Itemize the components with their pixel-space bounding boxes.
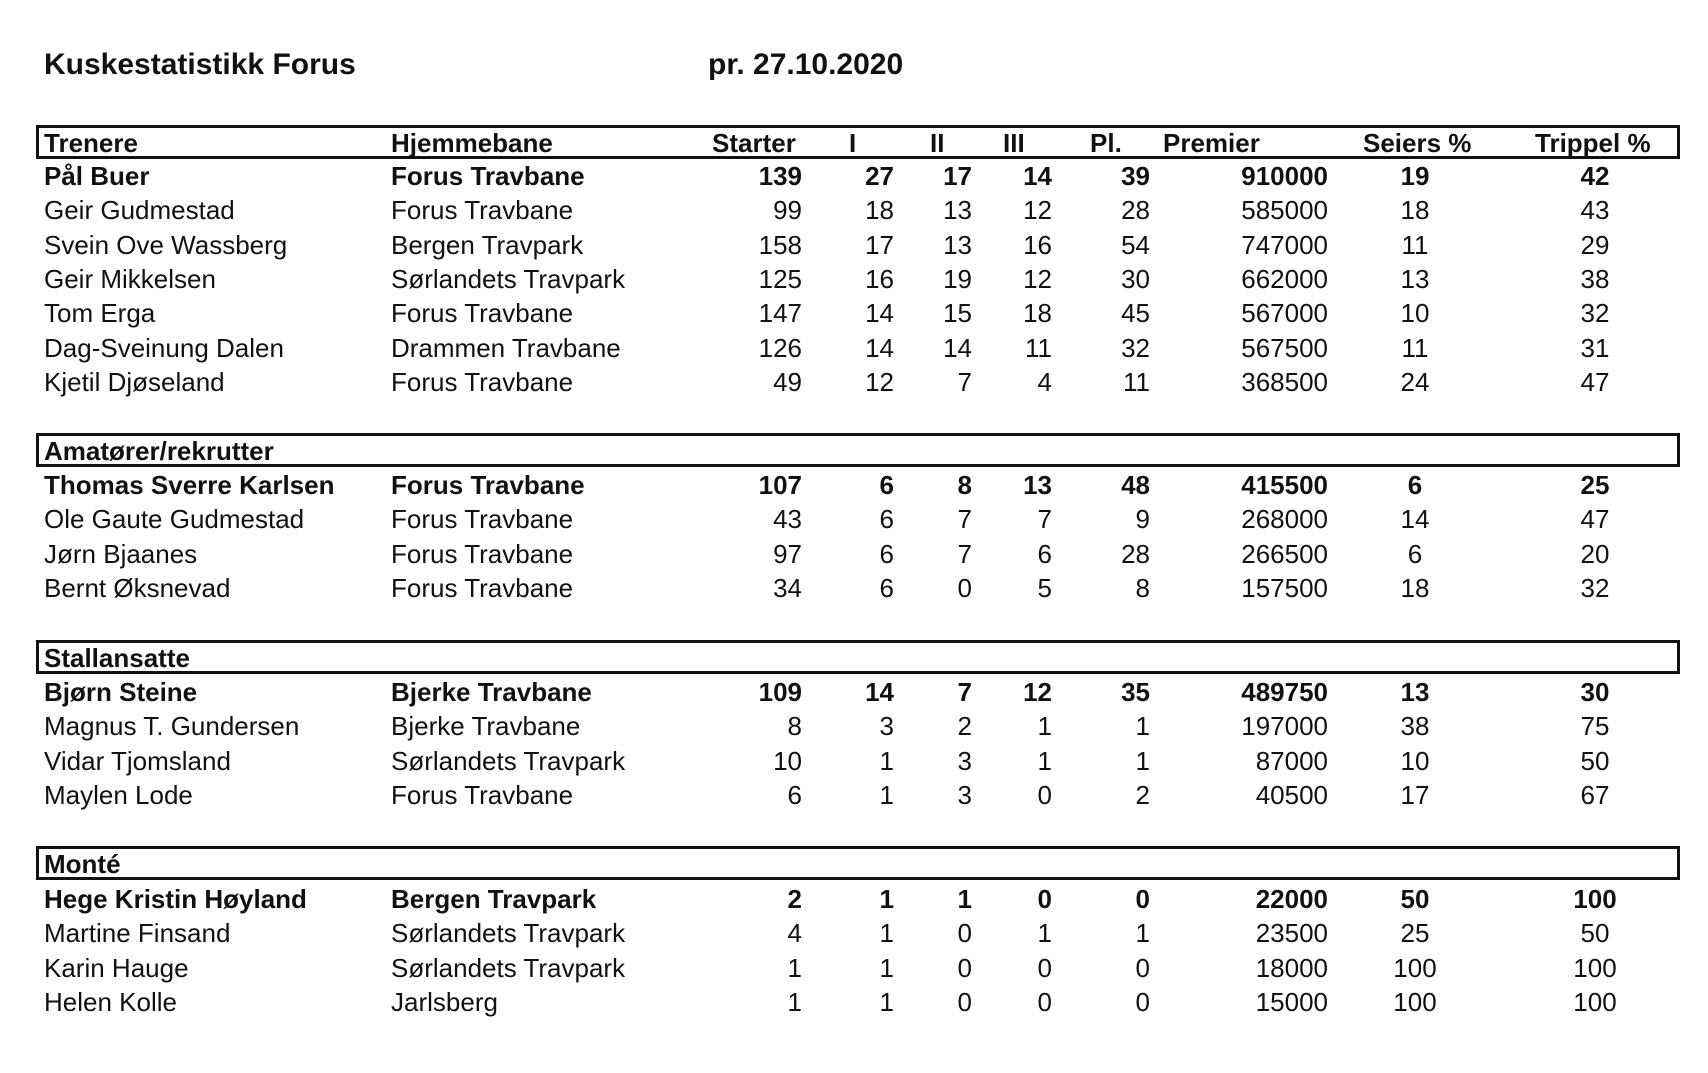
- home-track: Forus Travbane: [391, 161, 585, 191]
- table-row: [0, 778, 1708, 812]
- cell-third: 1: [1037, 746, 1052, 776]
- cell-third: 12: [1023, 264, 1052, 294]
- cell-first: 1: [879, 918, 894, 948]
- cell-win-pct: 10: [1400, 298, 1430, 328]
- cell-prize: 585000: [1241, 195, 1328, 225]
- cell-second: 0: [957, 953, 972, 983]
- table-row: [0, 262, 1708, 296]
- column-header-third: III: [1003, 128, 1025, 158]
- cell-second: 2: [957, 711, 972, 741]
- section-label: Stallansatte: [44, 643, 190, 673]
- home-track: Forus Travbane: [391, 504, 574, 534]
- cell-triple-pct: 32: [1580, 573, 1610, 603]
- cell-placed: 0: [1135, 953, 1150, 983]
- cell-triple-pct: 25: [1580, 470, 1610, 500]
- section-label: Amatører/rekrutter: [44, 436, 274, 466]
- home-track: Forus Travbane: [391, 298, 574, 328]
- cell-first: 1: [879, 780, 894, 810]
- column-header-placed: Pl.: [1090, 128, 1122, 158]
- cell-win-pct: 25: [1400, 918, 1430, 948]
- table-row: [0, 159, 1708, 193]
- cell-triple-pct: 29: [1580, 230, 1610, 260]
- cell-triple-pct: 38: [1580, 264, 1610, 294]
- cell-win-pct: 100: [1393, 953, 1437, 983]
- cell-placed: 30: [1121, 264, 1150, 294]
- cell-placed: 0: [1135, 884, 1150, 914]
- cell-win-pct: 11: [1401, 333, 1429, 363]
- cell-win-pct: 6: [1407, 539, 1423, 569]
- cell-starts: 125: [758, 264, 802, 294]
- cell-third: 12: [1023, 677, 1052, 707]
- driver-name: Karin Hauge: [44, 953, 189, 983]
- cell-placed: 39: [1121, 161, 1150, 191]
- driver-name: Bernt Øksnevad: [44, 573, 231, 603]
- cell-second: 7: [957, 367, 972, 397]
- home-track: Drammen Travbane: [391, 333, 621, 363]
- driver-name: Hege Kristin Høyland: [44, 884, 307, 914]
- column-header-triple-pct: Trippel %: [1535, 128, 1651, 158]
- cell-starts: 1: [787, 953, 802, 983]
- driver-name: Pål Buer: [44, 161, 150, 191]
- cell-triple-pct: 50: [1580, 746, 1610, 776]
- cell-starts: 6: [787, 780, 802, 810]
- table-row: [0, 468, 1708, 502]
- cell-second: 15: [943, 298, 972, 328]
- cell-win-pct: 19: [1400, 161, 1430, 191]
- table-row: [0, 331, 1708, 365]
- cell-starts: 4: [787, 918, 802, 948]
- cell-first: 1: [879, 884, 894, 914]
- cell-prize: 197000: [1241, 711, 1328, 741]
- cell-prize: 567500: [1241, 333, 1328, 363]
- cell-first: 17: [865, 230, 894, 260]
- cell-starts: 126: [758, 333, 802, 363]
- section-header-row: [0, 126, 1708, 160]
- cell-second: 19: [943, 264, 972, 294]
- section-header-row: [0, 434, 1708, 468]
- home-track: Sørlandets Travpark: [391, 918, 626, 948]
- cell-third: 1: [1037, 711, 1052, 741]
- cell-starts: 43: [773, 504, 802, 534]
- cell-first: 6: [879, 470, 894, 500]
- cell-prize: 489750: [1241, 677, 1328, 707]
- cell-second: 3: [957, 746, 972, 776]
- cell-starts: 109: [758, 677, 802, 707]
- cell-third: 7: [1037, 504, 1052, 534]
- cell-prize: 23500: [1255, 918, 1328, 948]
- cell-second: 7: [957, 677, 972, 707]
- cell-win-pct: 38: [1400, 711, 1430, 741]
- driver-name: Thomas Sverre Karlsen: [44, 470, 335, 500]
- cell-first: 14: [865, 298, 894, 328]
- cell-prize: 747000: [1241, 230, 1328, 260]
- table-row: [0, 882, 1708, 916]
- driver-name: Geir Gudmestad: [44, 195, 235, 225]
- table-row: [0, 571, 1708, 605]
- cell-placed: 54: [1121, 230, 1150, 260]
- driver-name: Dag-Sveinung Dalen: [44, 333, 284, 363]
- cell-triple-pct: 75: [1580, 711, 1610, 741]
- driver-name: Jørn Bjaanes: [44, 539, 198, 569]
- cell-third: 18: [1023, 298, 1052, 328]
- cell-win-pct: 6: [1407, 470, 1423, 500]
- cell-placed: 28: [1121, 195, 1150, 225]
- driver-name: Vidar Tjomsland: [44, 746, 231, 776]
- home-track: Forus Travbane: [391, 573, 574, 603]
- cell-triple-pct: 32: [1580, 298, 1610, 328]
- cell-starts: 107: [758, 470, 802, 500]
- column-header-win-pct: Seiers %: [1363, 128, 1472, 158]
- cell-starts: 1: [787, 987, 802, 1017]
- cell-win-pct: 100: [1393, 987, 1437, 1017]
- cell-first: 16: [865, 264, 894, 294]
- cell-placed: 32: [1121, 333, 1150, 363]
- home-track: Sørlandets Travpark: [391, 953, 626, 983]
- cell-first: 3: [879, 711, 894, 741]
- table-row: [0, 537, 1708, 571]
- column-header-home: Hjemmebane: [391, 128, 553, 158]
- home-track: Forus Travbane: [391, 367, 574, 397]
- cell-second: 7: [957, 539, 972, 569]
- home-track: Forus Travbane: [391, 780, 574, 810]
- cell-second: 13: [943, 230, 972, 260]
- cell-prize: 157500: [1241, 573, 1328, 603]
- cell-placed: 11: [1123, 367, 1150, 397]
- cell-placed: 48: [1121, 470, 1150, 500]
- column-header-starts: Starter: [712, 128, 796, 158]
- page-title: Kuskestatistikk Forus: [44, 48, 356, 81]
- home-track: Forus Travbane: [391, 539, 574, 569]
- cell-starts: 8: [787, 711, 802, 741]
- cell-prize: 15000: [1255, 987, 1328, 1017]
- cell-starts: 34: [773, 573, 802, 603]
- cell-prize: 268000: [1241, 504, 1328, 534]
- cell-triple-pct: 20: [1580, 539, 1610, 569]
- cell-win-pct: 10: [1400, 746, 1430, 776]
- cell-prize: 368500: [1241, 367, 1328, 397]
- cell-first: 14: [865, 677, 894, 707]
- cell-placed: 1: [1135, 918, 1150, 948]
- cell-placed: 28: [1121, 539, 1150, 569]
- cell-starts: 139: [758, 161, 802, 191]
- section-label: Trenere: [44, 128, 138, 158]
- cell-third: 12: [1023, 195, 1052, 225]
- cell-prize: 662000: [1241, 264, 1328, 294]
- home-track: Bergen Travpark: [391, 230, 584, 260]
- home-track: Bergen Travpark: [391, 884, 597, 914]
- table-row: [0, 365, 1708, 399]
- cell-third: 0: [1037, 780, 1052, 810]
- cell-prize: 567000: [1241, 298, 1328, 328]
- table-row: [0, 675, 1708, 709]
- cell-win-pct: 24: [1400, 367, 1430, 397]
- cell-first: 6: [879, 573, 894, 603]
- cell-win-pct: 50: [1400, 884, 1430, 914]
- home-track: Jarlsberg: [391, 987, 498, 1017]
- cell-win-pct: 11: [1401, 230, 1429, 260]
- column-header-second: II: [930, 128, 945, 158]
- cell-placed: 35: [1121, 677, 1150, 707]
- cell-starts: 99: [773, 195, 802, 225]
- cell-starts: 158: [758, 230, 802, 260]
- cell-triple-pct: 47: [1580, 504, 1610, 534]
- table-row: [0, 193, 1708, 227]
- cell-third: 0: [1037, 884, 1052, 914]
- cell-first: 6: [879, 504, 894, 534]
- section-label: Monté: [44, 849, 121, 879]
- cell-starts: 147: [758, 298, 802, 328]
- cell-win-pct: 18: [1400, 195, 1430, 225]
- cell-first: 6: [879, 539, 894, 569]
- cell-third: 4: [1037, 367, 1052, 397]
- cell-triple-pct: 31: [1580, 333, 1610, 363]
- cell-first: 12: [865, 367, 894, 397]
- section-header-row: [0, 641, 1708, 675]
- driver-name: Bjørn Steine: [44, 677, 198, 707]
- column-header-prize: Premier: [1163, 128, 1260, 158]
- cell-second: 8: [957, 470, 972, 500]
- driver-name: Tom Erga: [44, 298, 156, 328]
- home-track: Sørlandets Travpark: [391, 264, 626, 294]
- cell-prize: 22000: [1255, 884, 1328, 914]
- home-track: Sørlandets Travpark: [391, 746, 626, 776]
- driver-name: Martine Finsand: [44, 918, 231, 948]
- table-row: [0, 951, 1708, 985]
- cell-placed: 1: [1135, 711, 1150, 741]
- cell-third: 6: [1037, 539, 1052, 569]
- cell-second: 17: [943, 161, 972, 191]
- cell-prize: 18000: [1255, 953, 1328, 983]
- cell-prize: 910000: [1241, 161, 1328, 191]
- cell-starts: 2: [787, 884, 802, 914]
- table-row: [0, 228, 1708, 262]
- cell-first: 14: [865, 333, 894, 363]
- table-row: [0, 744, 1708, 778]
- table-row: [0, 916, 1708, 950]
- driver-name: Magnus T. Gundersen: [44, 711, 300, 741]
- table-row: [0, 709, 1708, 743]
- cell-first: 1: [879, 987, 894, 1017]
- section-header-row: [0, 847, 1708, 881]
- cell-third: 16: [1023, 230, 1052, 260]
- cell-second: 13: [943, 195, 972, 225]
- driver-name: Geir Mikkelsen: [44, 264, 216, 294]
- cell-second: 3: [957, 780, 972, 810]
- cell-starts: 10: [773, 746, 802, 776]
- cell-third: 5: [1037, 573, 1052, 603]
- cell-first: 18: [865, 195, 894, 225]
- cell-win-pct: 13: [1400, 264, 1430, 294]
- cell-starts: 97: [773, 539, 802, 569]
- cell-third: 0: [1037, 953, 1052, 983]
- cell-triple-pct: 30: [1580, 677, 1610, 707]
- cell-placed: 2: [1135, 780, 1150, 810]
- cell-triple-pct: 67: [1580, 780, 1610, 810]
- cell-third: 14: [1023, 161, 1052, 191]
- cell-triple-pct: 100: [1573, 987, 1617, 1017]
- cell-starts: 49: [773, 367, 802, 397]
- cell-second: 0: [957, 987, 972, 1017]
- cell-third: 0: [1037, 987, 1052, 1017]
- cell-triple-pct: 50: [1580, 918, 1610, 948]
- home-track: Bjerke Travbane: [391, 677, 592, 707]
- home-track: Forus Travbane: [391, 470, 585, 500]
- cell-win-pct: 18: [1400, 573, 1430, 603]
- table-row: [0, 502, 1708, 536]
- report-date: pr. 27.10.2020: [708, 48, 904, 81]
- home-track: Forus Travbane: [391, 195, 574, 225]
- cell-triple-pct: 100: [1573, 884, 1617, 914]
- cell-prize: 40500: [1255, 780, 1328, 810]
- cell-triple-pct: 100: [1573, 953, 1617, 983]
- cell-win-pct: 13: [1400, 677, 1430, 707]
- driver-name: Helen Kolle: [44, 987, 177, 1017]
- cell-second: 0: [957, 573, 972, 603]
- cell-first: 1: [879, 953, 894, 983]
- cell-win-pct: 17: [1400, 780, 1430, 810]
- cell-prize: 87000: [1255, 746, 1328, 776]
- driver-name: Svein Ove Wassberg: [44, 230, 288, 260]
- cell-placed: 9: [1135, 504, 1150, 534]
- driver-name: Ole Gaute Gudmestad: [44, 504, 305, 534]
- cell-prize: 266500: [1241, 539, 1328, 569]
- cell-placed: 1: [1135, 746, 1150, 776]
- column-header-first: I: [849, 128, 857, 158]
- cell-placed: 45: [1121, 298, 1150, 328]
- cell-win-pct: 14: [1400, 504, 1430, 534]
- table-row: [0, 985, 1708, 1019]
- cell-second: 0: [957, 918, 972, 948]
- cell-second: 7: [957, 504, 972, 534]
- driver-name: Maylen Lode: [44, 780, 193, 810]
- cell-triple-pct: 47: [1580, 367, 1610, 397]
- table-row: [0, 296, 1708, 330]
- cell-triple-pct: 43: [1580, 195, 1610, 225]
- cell-second: 14: [943, 333, 972, 363]
- driver-name: Kjetil Djøseland: [44, 367, 225, 397]
- cell-second: 1: [957, 884, 972, 914]
- cell-prize: 415500: [1241, 470, 1328, 500]
- home-track: Bjerke Travbane: [391, 711, 581, 741]
- cell-third: 13: [1023, 470, 1052, 500]
- cell-first: 1: [879, 746, 894, 776]
- cell-placed: 0: [1135, 987, 1150, 1017]
- cell-third: 11: [1025, 333, 1052, 363]
- cell-triple-pct: 42: [1580, 161, 1610, 191]
- cell-placed: 8: [1135, 573, 1150, 603]
- cell-first: 27: [865, 161, 894, 191]
- cell-third: 1: [1037, 918, 1052, 948]
